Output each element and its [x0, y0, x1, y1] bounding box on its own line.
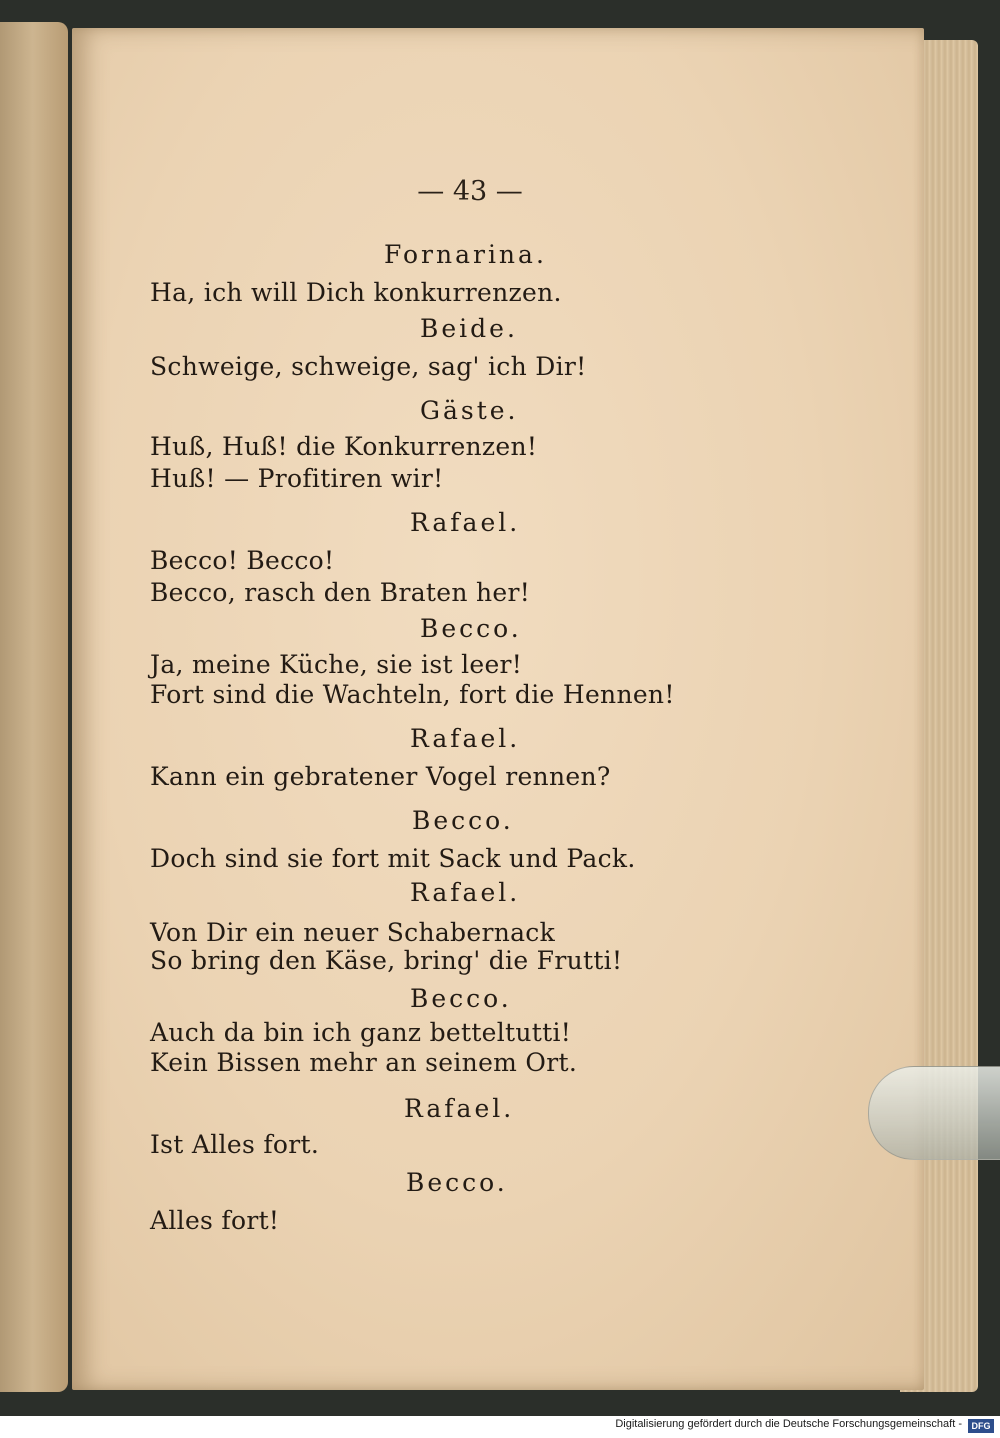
- verse-line: Kann ein gebratener Vogel rennen?: [150, 762, 611, 791]
- speaker-name: Rafael.: [410, 878, 521, 907]
- dfg-logo: DFG: [968, 1419, 994, 1433]
- verse-line: So bring den Käse, bring' die Frutti!: [150, 946, 623, 975]
- verse-line: Alles fort!: [150, 1206, 280, 1235]
- verse-line: Becco! Becco!: [150, 546, 335, 575]
- speaker-name: Becco.: [420, 614, 522, 643]
- verse-line: Becco, rasch den Braten her!: [150, 578, 531, 607]
- verse-line: Huß! — Profitiren wir!: [150, 464, 444, 493]
- speaker-name: Fornarina.: [384, 240, 547, 269]
- left-page-edge: [0, 22, 68, 1392]
- verse-line: Huß, Huß! die Konkurrenzen!: [150, 432, 538, 461]
- speaker-name: Becco.: [412, 806, 514, 835]
- speaker-name: Rafael.: [404, 1094, 515, 1123]
- scanner-thumb-guard: [868, 1066, 1000, 1160]
- verse-line: Von Dir ein neuer Schabernack: [150, 918, 556, 947]
- verse-line: Ha, ich will Dich konkurrenzen.: [150, 278, 562, 307]
- page-number: — 43 —: [417, 176, 523, 207]
- verse-line: Doch sind sie fort mit Sack und Pack.: [150, 844, 636, 873]
- speaker-name: Rafael.: [410, 724, 521, 753]
- verse-line: Auch da bin ich ganz betteltutti!: [150, 1018, 572, 1047]
- speaker-name: Becco.: [410, 984, 512, 1013]
- verse-line: Fort sind die Wachteln, fort die Hennen!: [150, 680, 675, 709]
- speaker-name: Becco.: [406, 1168, 508, 1197]
- funding-notice: Digitalisierung gefördert durch die Deutsche Forschungsgemeinschaft -: [615, 1418, 962, 1430]
- verse-line: Kein Bissen mehr an seinem Ort.: [150, 1048, 578, 1077]
- verse-line: Ja, meine Küche, sie ist leer!: [150, 650, 523, 679]
- speaker-name: Gäste.: [420, 396, 519, 425]
- verse-line: Ist Alles fort.: [150, 1130, 320, 1159]
- verse-line: Schweige, schweige, sag' ich Dir!: [150, 352, 587, 381]
- speaker-name: Beide.: [420, 314, 518, 343]
- speaker-name: Rafael.: [410, 508, 521, 537]
